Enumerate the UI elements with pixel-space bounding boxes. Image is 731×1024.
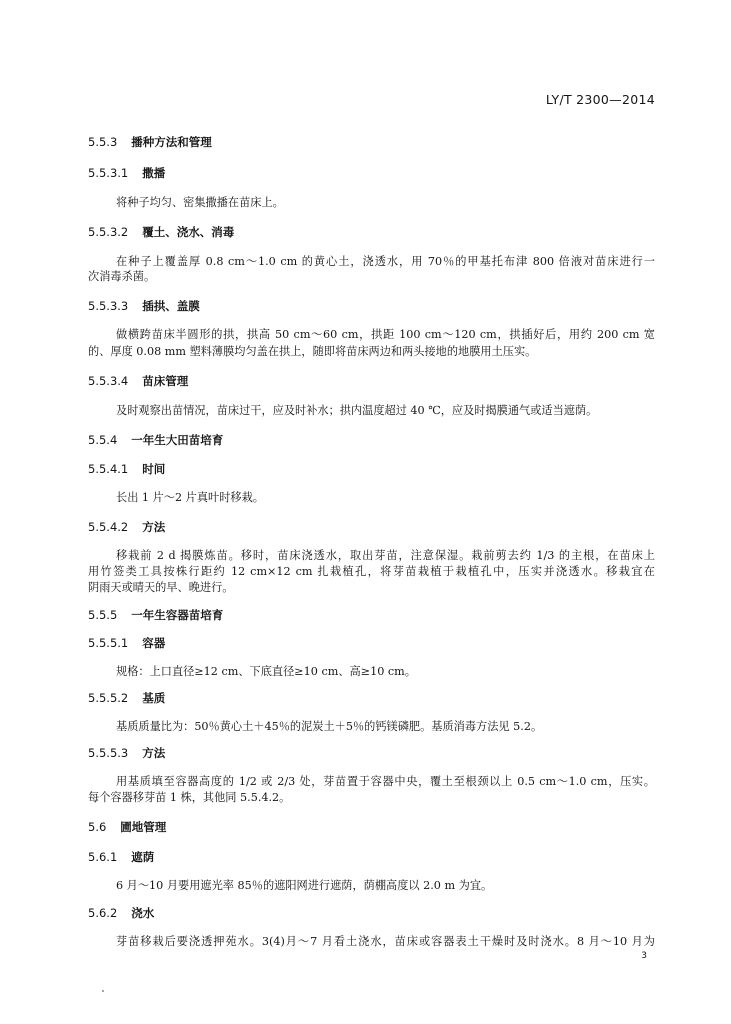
paragraph: 规格：上口直径≥12 cm、下底直径≥10 cm、高≥10 cm。 (116, 665, 416, 678)
heading-5-5-4-1 (88, 461, 165, 477)
section-title: 容器 (142, 636, 166, 650)
section-title: 覆土、浇水、消毒 (142, 225, 235, 239)
heading-5-5-4 (88, 432, 223, 448)
section-number: 5.5.5.1 (88, 636, 129, 650)
section-number: 5.5.3.2 (88, 225, 129, 239)
heading-5-5-3-4 (88, 373, 188, 389)
section-title: 基质 (142, 691, 166, 705)
section-title: 时间 (142, 462, 166, 476)
section-title: 圃地管理 (120, 820, 167, 834)
heading-5-6 (88, 819, 166, 835)
section-number: 5.6.1 (88, 850, 118, 864)
section-number: 5.5.3.4 (88, 374, 129, 388)
paragraph: 及时观察出苗情况，苗床过干，应及时补水；拱内温度超过 40 ℃，应及时揭膜通气或适当遮荫。 (116, 404, 598, 417)
paragraph: 基质质量比为：50％黄心土＋45％的泥炭土＋5％的钙镁磷肥。基质消毒方法见 5.2。 (116, 720, 543, 733)
section-title: 方法 (142, 520, 166, 534)
section-title: 遮荫 (131, 850, 155, 864)
paragraph-line: 用竹签类工具按株行距约 12 cm×12 cm 扎栽植孔，将芽苗栽植于栽植孔中，压实并浇透水。移栽宜在 (88, 565, 655, 578)
section-number: 5.5.3 (88, 135, 118, 149)
heading-5-5-5-3 (88, 745, 165, 761)
heading-5-5-5-2 (88, 690, 165, 706)
section-title: 方法 (142, 746, 166, 760)
heading-5-5-3 (88, 134, 212, 150)
heading-5-6-2 (88, 905, 154, 921)
section-number: 5.6 (88, 820, 107, 834)
standard-code: LY/T 2300—2014 (545, 92, 655, 107)
scan-speck (102, 990, 104, 992)
paragraph: 长出 1 片～2 片真叶时移栽。 (116, 491, 264, 504)
paragraph-line: 次消毒杀菌。 (88, 270, 156, 283)
paragraph-line: 芽苗移栽后要浇透押苑水。3(4)月～7 月看土浇水，苗床或容器表土干燥时及时浇水。8 月～10 月为 (116, 935, 655, 948)
paragraph: 6 月～10 月要用遮光率 85％的遮阳网进行遮荫，荫棚高度以 2.0 m 为宜。 (116, 879, 493, 892)
section-number: 5.5.3.3 (88, 299, 129, 313)
section-title: 一年生容器苗培育 (131, 608, 224, 622)
section-title: 浇水 (131, 906, 155, 920)
section-number: 5.5.3.1 (88, 166, 129, 180)
paragraph: 将种子均匀、密集撒播在苗床上。 (116, 196, 284, 209)
section-title: 撒播 (142, 166, 166, 180)
section-number: 5.6.2 (88, 906, 118, 920)
paragraph-line: 在种子上覆盖厚 0.8 cm～1.0 cm 的黄心土，浇透水，用 70％的甲基托布津 800 倍液对苗床进行一 (116, 255, 655, 268)
paragraph-line: 阴雨天或晴天的早、晚进行。 (88, 581, 234, 594)
heading-5-5-3-1 (88, 165, 165, 181)
section-title: 一年生大田苗培育 (131, 433, 224, 447)
section-number: 5.5.4.1 (88, 462, 129, 476)
paragraph-line: 移栽前 2 d 揭膜炼苗。移时，苗床浇透水，取出芽苗，注意保湿。栽前剪去约 1/3 的主根，在苗床上 (116, 549, 655, 562)
paragraph-line: 用基质填至容器高度的 1/2 或 2/3 处，芽苗置于容器中央，覆土至根颈以上 0.5 cm～1.0 cm，压实。 (116, 775, 655, 788)
section-number: 5.5.5.2 (88, 691, 129, 705)
section-number: 5.5.5 (88, 608, 118, 622)
section-title: 插拱、盖膜 (142, 299, 200, 313)
section-title: 苗床管理 (142, 374, 189, 388)
section-title: 播种方法和管理 (131, 135, 212, 149)
paragraph-line: 的、厚度 0.08 mm 塑料薄膜均匀盖在拱上，随即将苗床两边和两头接地的地膜用土压实。 (88, 345, 537, 358)
section-number: 5.5.5.3 (88, 746, 129, 760)
paragraph-line: 做横跨苗床半圆形的拱，拱高 50 cm～60 cm，拱距 100 cm～120 cm，拱插好后，用约 200 cm 宽 (116, 328, 655, 341)
paragraph-line: 每个容器移芽苗 1 株，其他同 5.5.4.2。 (88, 791, 291, 804)
heading-5-5-4-2 (88, 519, 165, 535)
section-number: 5.5.4.2 (88, 520, 129, 534)
heading-5-6-1 (88, 849, 154, 865)
heading-5-5-3-2 (88, 224, 234, 240)
section-number: 5.5.4 (88, 433, 118, 447)
heading-5-5-3-3 (88, 298, 200, 314)
heading-5-5-5 (88, 607, 223, 623)
page-number: 3 (641, 951, 647, 961)
heading-5-5-5-1 (88, 635, 165, 651)
